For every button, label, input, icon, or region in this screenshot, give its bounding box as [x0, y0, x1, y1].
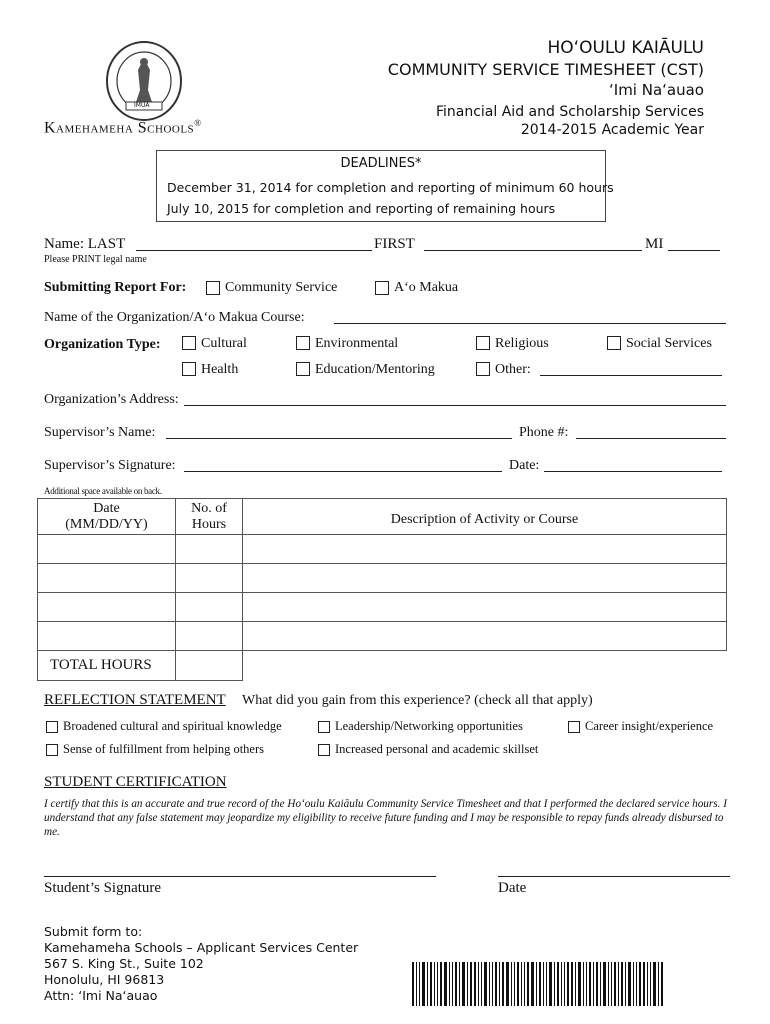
other-label: Other:	[495, 362, 531, 377]
barcode-bar	[527, 962, 529, 1006]
barcode-bar	[650, 962, 651, 1006]
broadened-knowledge-label: Broadened cultural and spiritual knowledge	[63, 719, 282, 733]
leadership-label: Leadership/Networking opportunities	[335, 719, 523, 733]
barcode-bar	[633, 962, 634, 1006]
barcode-bar	[546, 962, 547, 1006]
barcode-bar	[539, 962, 541, 1006]
barcode-bar	[416, 962, 417, 1006]
description-cell[interactable]	[243, 535, 727, 564]
barcode-bar	[549, 962, 552, 1006]
social-services-label: Social Services	[626, 336, 712, 351]
submit-line-3: 567 S. King St., Suite 102	[44, 956, 204, 971]
environmental-checkbox[interactable]	[296, 336, 310, 350]
career-insight-checkbox[interactable]	[568, 721, 580, 733]
barcode-bar	[531, 962, 534, 1006]
barcode-bar	[603, 962, 606, 1006]
description-header-text: Description of Activity or Course	[390, 511, 579, 527]
barcode	[412, 962, 730, 1006]
barcode-bar	[561, 962, 562, 1006]
supervisor-name-field[interactable]	[166, 438, 512, 439]
org-address-field[interactable]	[184, 405, 726, 406]
org-type-label: Organization Type:	[44, 337, 161, 352]
submit-line-1: Submit form to:	[44, 924, 143, 939]
barcode-bar	[658, 962, 659, 1006]
barcode-bar	[455, 962, 457, 1006]
barcode-bar	[643, 962, 645, 1006]
barcode-bar	[444, 962, 447, 1006]
barcode-bar	[564, 962, 565, 1006]
phone-label: Phone #:	[519, 425, 569, 440]
school-name-text: Kamehameha Schools	[44, 119, 195, 137]
religious-label: Religious	[495, 336, 549, 351]
org-course-field[interactable]	[334, 323, 726, 324]
barcode-bar	[419, 962, 420, 1006]
barcode-bar	[474, 962, 476, 1006]
cultural-checkbox[interactable]	[182, 336, 196, 350]
date-cell[interactable]	[38, 535, 176, 564]
hours-cell[interactable]	[176, 593, 243, 622]
barcode-bar	[653, 962, 656, 1006]
school-seal-icon	[104, 40, 184, 122]
logo-ribbon-text: IMUA	[134, 102, 150, 109]
religious-checkbox[interactable]	[476, 336, 490, 350]
community-service-label: Community Service	[225, 280, 338, 295]
supervisor-signature-label: Supervisor’s Signature:	[44, 458, 176, 473]
barcode-bar	[489, 962, 490, 1006]
barcode-bar	[639, 962, 641, 1006]
barcode-bar	[611, 962, 612, 1006]
date-header-line-2: (MM/DD/YY)	[65, 516, 148, 532]
skillset-checkbox[interactable]	[318, 744, 330, 756]
barcode-bar	[502, 962, 504, 1006]
barcode-bar	[412, 962, 414, 1006]
supervisor-signature-field[interactable]	[184, 471, 502, 472]
education-mentoring-checkbox[interactable]	[296, 362, 310, 376]
total-empty-cell	[243, 651, 727, 681]
barcode-bar	[452, 962, 453, 1006]
academic-year: 2014-2015 Academic Year	[520, 122, 704, 138]
supervisor-date-label: Date:	[509, 458, 540, 473]
education-mentoring-label: Education/Mentoring	[315, 362, 435, 377]
print-name-hint: Please PRINT legal name	[44, 254, 147, 265]
deadline-line-1: December 31, 2014 for completion and reporting of minimum 60 hours	[167, 180, 614, 195]
barcode-bar	[470, 962, 472, 1006]
barcode-bar	[621, 962, 623, 1006]
barcode-bar	[459, 962, 460, 1006]
org-address-label: Organization’s Address:	[44, 392, 179, 407]
supervisor-name-label: Supervisor’s Name:	[44, 425, 156, 440]
hours-cell[interactable]	[176, 564, 243, 593]
barcode-bar	[492, 962, 493, 1006]
hours-header-line-1: No. of	[191, 500, 227, 516]
barcode-bar	[636, 962, 637, 1006]
barcode-bar	[625, 962, 626, 1006]
barcode-bar	[575, 962, 576, 1006]
barcode-bar	[524, 962, 525, 1006]
barcode-bar	[536, 962, 537, 1006]
barcode-bar	[434, 962, 435, 1006]
hours-cell[interactable]	[176, 535, 243, 564]
health-checkbox[interactable]	[182, 362, 196, 376]
barcode-bar	[614, 962, 616, 1006]
broadened-knowledge-checkbox[interactable]	[46, 721, 58, 733]
leadership-checkbox[interactable]	[318, 721, 330, 733]
date-cell[interactable]	[38, 593, 176, 622]
fulfillment-checkbox[interactable]	[46, 744, 58, 756]
other-checkbox[interactable]	[476, 362, 490, 376]
barcode-bar	[543, 962, 544, 1006]
description-cell[interactable]	[243, 564, 727, 593]
description-cell[interactable]	[243, 593, 727, 622]
environmental-label: Environmental	[315, 336, 399, 351]
barcode-bar	[422, 962, 425, 1006]
barcode-bar	[554, 962, 555, 1006]
barcode-bar	[495, 962, 497, 1006]
deadline-line-2: July 10, 2015 for completion and reporting of remaining hours	[167, 201, 556, 216]
certification-text: I certify that this is an accurate and true record of the Hoʻoulu Kaiāulu Community Service Timesheet and that I performed the declared service hours. I understand that any false statement may jeopardize my eligibility to receive future funding and I may be responsible to repay funds already disbursed to me.	[44, 798, 727, 838]
hours-header-line-2: Hours	[191, 516, 227, 532]
first-name-label: FIRST	[374, 236, 415, 252]
barcode-bar	[586, 962, 587, 1006]
barcode-bar	[618, 962, 619, 1006]
hours-cell[interactable]	[176, 622, 243, 651]
barcode-bar	[430, 962, 432, 1006]
date-cell[interactable]	[38, 564, 176, 593]
barcode-bar	[506, 962, 509, 1006]
barcode-bar	[449, 962, 450, 1006]
form-title-2: COMMUNITY SERVICE TIMESHEET (CST)	[387, 60, 704, 79]
barcode-bar	[499, 962, 500, 1006]
skillset-label: Increased personal and academic skillset	[335, 742, 539, 756]
barcode-bar	[567, 962, 569, 1006]
reflection-prompt: What did you gain from this experience? (check all that apply)	[242, 693, 593, 708]
student-date-field[interactable]	[498, 876, 730, 877]
hours-column-header	[176, 499, 243, 535]
submitting-label: Submitting Report For:	[44, 280, 187, 295]
barcode-bar	[511, 962, 512, 1006]
barcode-bar	[593, 962, 594, 1006]
barcode-bar	[521, 962, 522, 1006]
cultural-label: Cultural	[201, 336, 247, 351]
table-row	[38, 535, 727, 564]
submit-line-4: Honolulu, HI 96813	[44, 972, 165, 987]
table-row	[38, 593, 727, 622]
barcode-bar	[596, 962, 598, 1006]
barcode-bar	[484, 962, 487, 1006]
fulfillment-label: Sense of fulfillment from helping others	[63, 742, 265, 756]
deadlines-title: DEADLINES*	[340, 156, 422, 171]
career-insight-label: Career insight/experience	[585, 719, 714, 733]
barcode-bar	[427, 962, 428, 1006]
barcode-bar	[514, 962, 515, 1006]
description-cell[interactable]	[243, 622, 727, 651]
student-signature-label: Student’s Signature	[44, 880, 162, 896]
barcode-bar	[478, 962, 479, 1006]
date-cell[interactable]	[38, 622, 176, 651]
additional-space-note: Additional space available on back.	[44, 486, 162, 496]
social-services-checkbox[interactable]	[607, 336, 621, 350]
deadlines-box	[156, 150, 614, 222]
student-signature-field[interactable]	[44, 876, 436, 877]
first-name-field[interactable]	[424, 250, 642, 251]
barcode-bar	[583, 962, 584, 1006]
registered-mark: ®	[194, 118, 202, 128]
barcode-bar	[589, 962, 591, 1006]
barcode-bar	[440, 962, 442, 1006]
submit-address	[44, 924, 358, 1004]
middle-initial-label: MI	[645, 236, 664, 252]
barcode-bar	[608, 962, 609, 1006]
table-row	[38, 564, 727, 593]
other-field[interactable]	[540, 375, 722, 376]
org-course-label: Name of the Organization/Aʻo Makua Course:	[44, 310, 305, 325]
last-name-label: Name: LAST	[44, 236, 126, 252]
table-header-row	[38, 499, 727, 535]
department-name: Financial Aid and Scholarship Services	[435, 104, 704, 120]
barcode-bar	[437, 962, 438, 1006]
table-row	[38, 622, 727, 651]
certification-title: STUDENT CERTIFICATION	[44, 774, 227, 790]
barcode-bar	[661, 962, 663, 1006]
barcode-bar	[571, 962, 573, 1006]
barcode-bar	[481, 962, 482, 1006]
submit-line-5: Attn: ʻImi Naʻauao	[44, 988, 158, 1003]
total-hours-cell[interactable]	[176, 651, 243, 681]
form-title-3: ʻImi Naʻauao	[609, 81, 704, 99]
health-label: Health	[201, 362, 239, 377]
supervisor-date-field[interactable]	[544, 471, 722, 472]
ao-makua-checkbox[interactable]	[375, 281, 389, 295]
total-hours-row	[38, 651, 727, 681]
barcode-bar	[557, 962, 559, 1006]
date-header-line-1: Date	[93, 500, 120, 516]
barcode-bar	[600, 962, 601, 1006]
reflection-title: REFLECTION STATEMENT	[44, 692, 226, 708]
ao-makua-label: Aʻo Makua	[394, 280, 459, 295]
submit-line-2: Kamehameha Schools – Applicant Services Center	[44, 940, 359, 955]
barcode-bar	[517, 962, 519, 1006]
total-hours-label: TOTAL HOURS	[38, 651, 176, 681]
phone-field[interactable]	[576, 438, 726, 439]
barcode-bar	[647, 962, 648, 1006]
date-column-header	[38, 499, 176, 535]
school-logo	[104, 40, 184, 122]
barcode-bar	[467, 962, 468, 1006]
barcode-bar	[462, 962, 465, 1006]
school-name	[44, 118, 202, 137]
student-date-label: Date	[498, 880, 527, 896]
activity-table	[37, 498, 727, 681]
barcode-bar	[578, 962, 581, 1006]
description-column-header	[243, 499, 727, 535]
last-name-field[interactable]	[136, 250, 372, 251]
form-title-1: HOʻOULU KAIĀULU	[547, 38, 704, 58]
middle-initial-field[interactable]	[668, 250, 720, 251]
community-service-checkbox[interactable]	[206, 281, 220, 295]
barcode-bar	[628, 962, 631, 1006]
